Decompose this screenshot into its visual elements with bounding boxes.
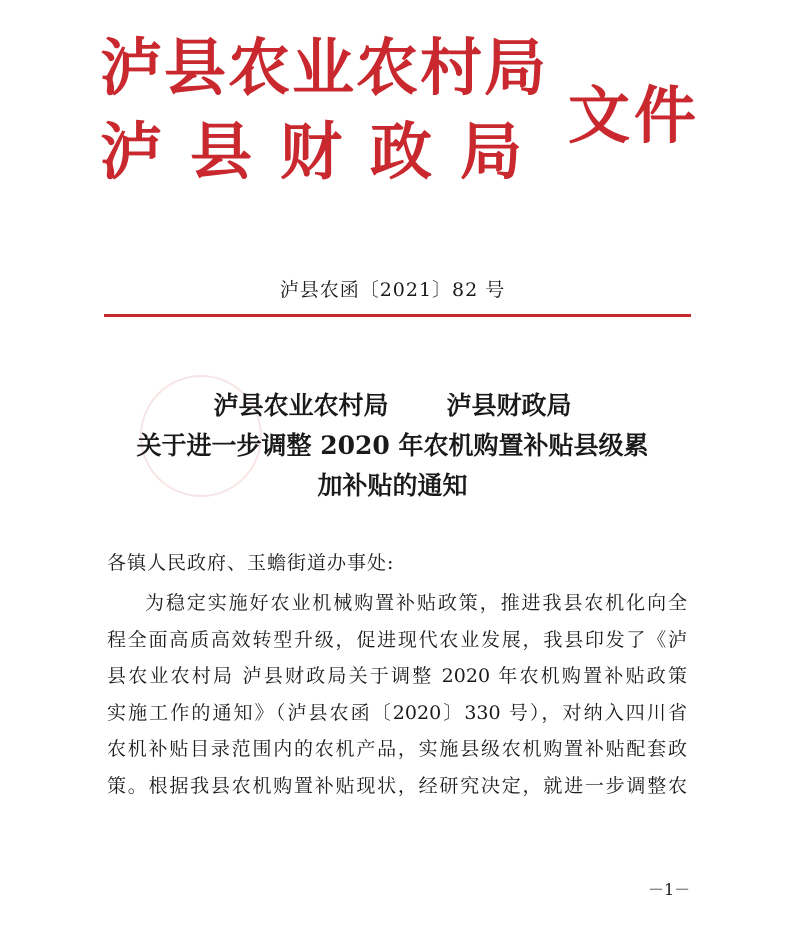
issuer-agriculture-bureau: 泸县农业农村局: [100, 31, 549, 104]
issuer-finance-bureau: 泸县财政局: [100, 115, 551, 188]
title-issuer-right: 泸县财政局: [446, 391, 572, 420]
title-line-3: 加补贴的通知: [317, 471, 468, 500]
title-line-1: [0, 388, 785, 424]
title-issuer-left: 泸县农业农村局: [213, 391, 389, 420]
paragraph-line: 策。根据我县农机购置补贴现状，经研究决定，就进一步调整农: [107, 774, 687, 797]
paragraph-line: 农机补贴目录范围内的农机产品，实施县级农机购置补贴配套政: [107, 738, 687, 760]
document-header: [100, 32, 700, 202]
paragraph-line: 县农业农村局 泸县财政局关于调整 2020 年农机购置补贴政策: [107, 665, 687, 687]
paragraph-line: 为稳定实施好农业机械购置补贴政策，推进我县农机化向全: [145, 592, 687, 614]
document-label: 文件: [568, 79, 701, 152]
title-line-2: 关于进一步调整 2020 年农机购置补贴县级累: [136, 431, 649, 460]
paragraph-line: 实施工作的通知》（泸县农函〔2020〕330 号），对纳入四川省: [107, 701, 687, 724]
salutation: 各镇人民政府、玉蟾街道办事处:: [107, 552, 395, 574]
paragraph-line: 程全面高质高效转型升级，促进现代农业发展，我县印发了《泸: [107, 628, 687, 651]
body-paragraph: [107, 585, 687, 804]
page-number: －1－: [648, 880, 691, 899]
red-divider: [104, 314, 691, 317]
document-number: 泸县农函〔2021〕82 号: [279, 279, 506, 301]
